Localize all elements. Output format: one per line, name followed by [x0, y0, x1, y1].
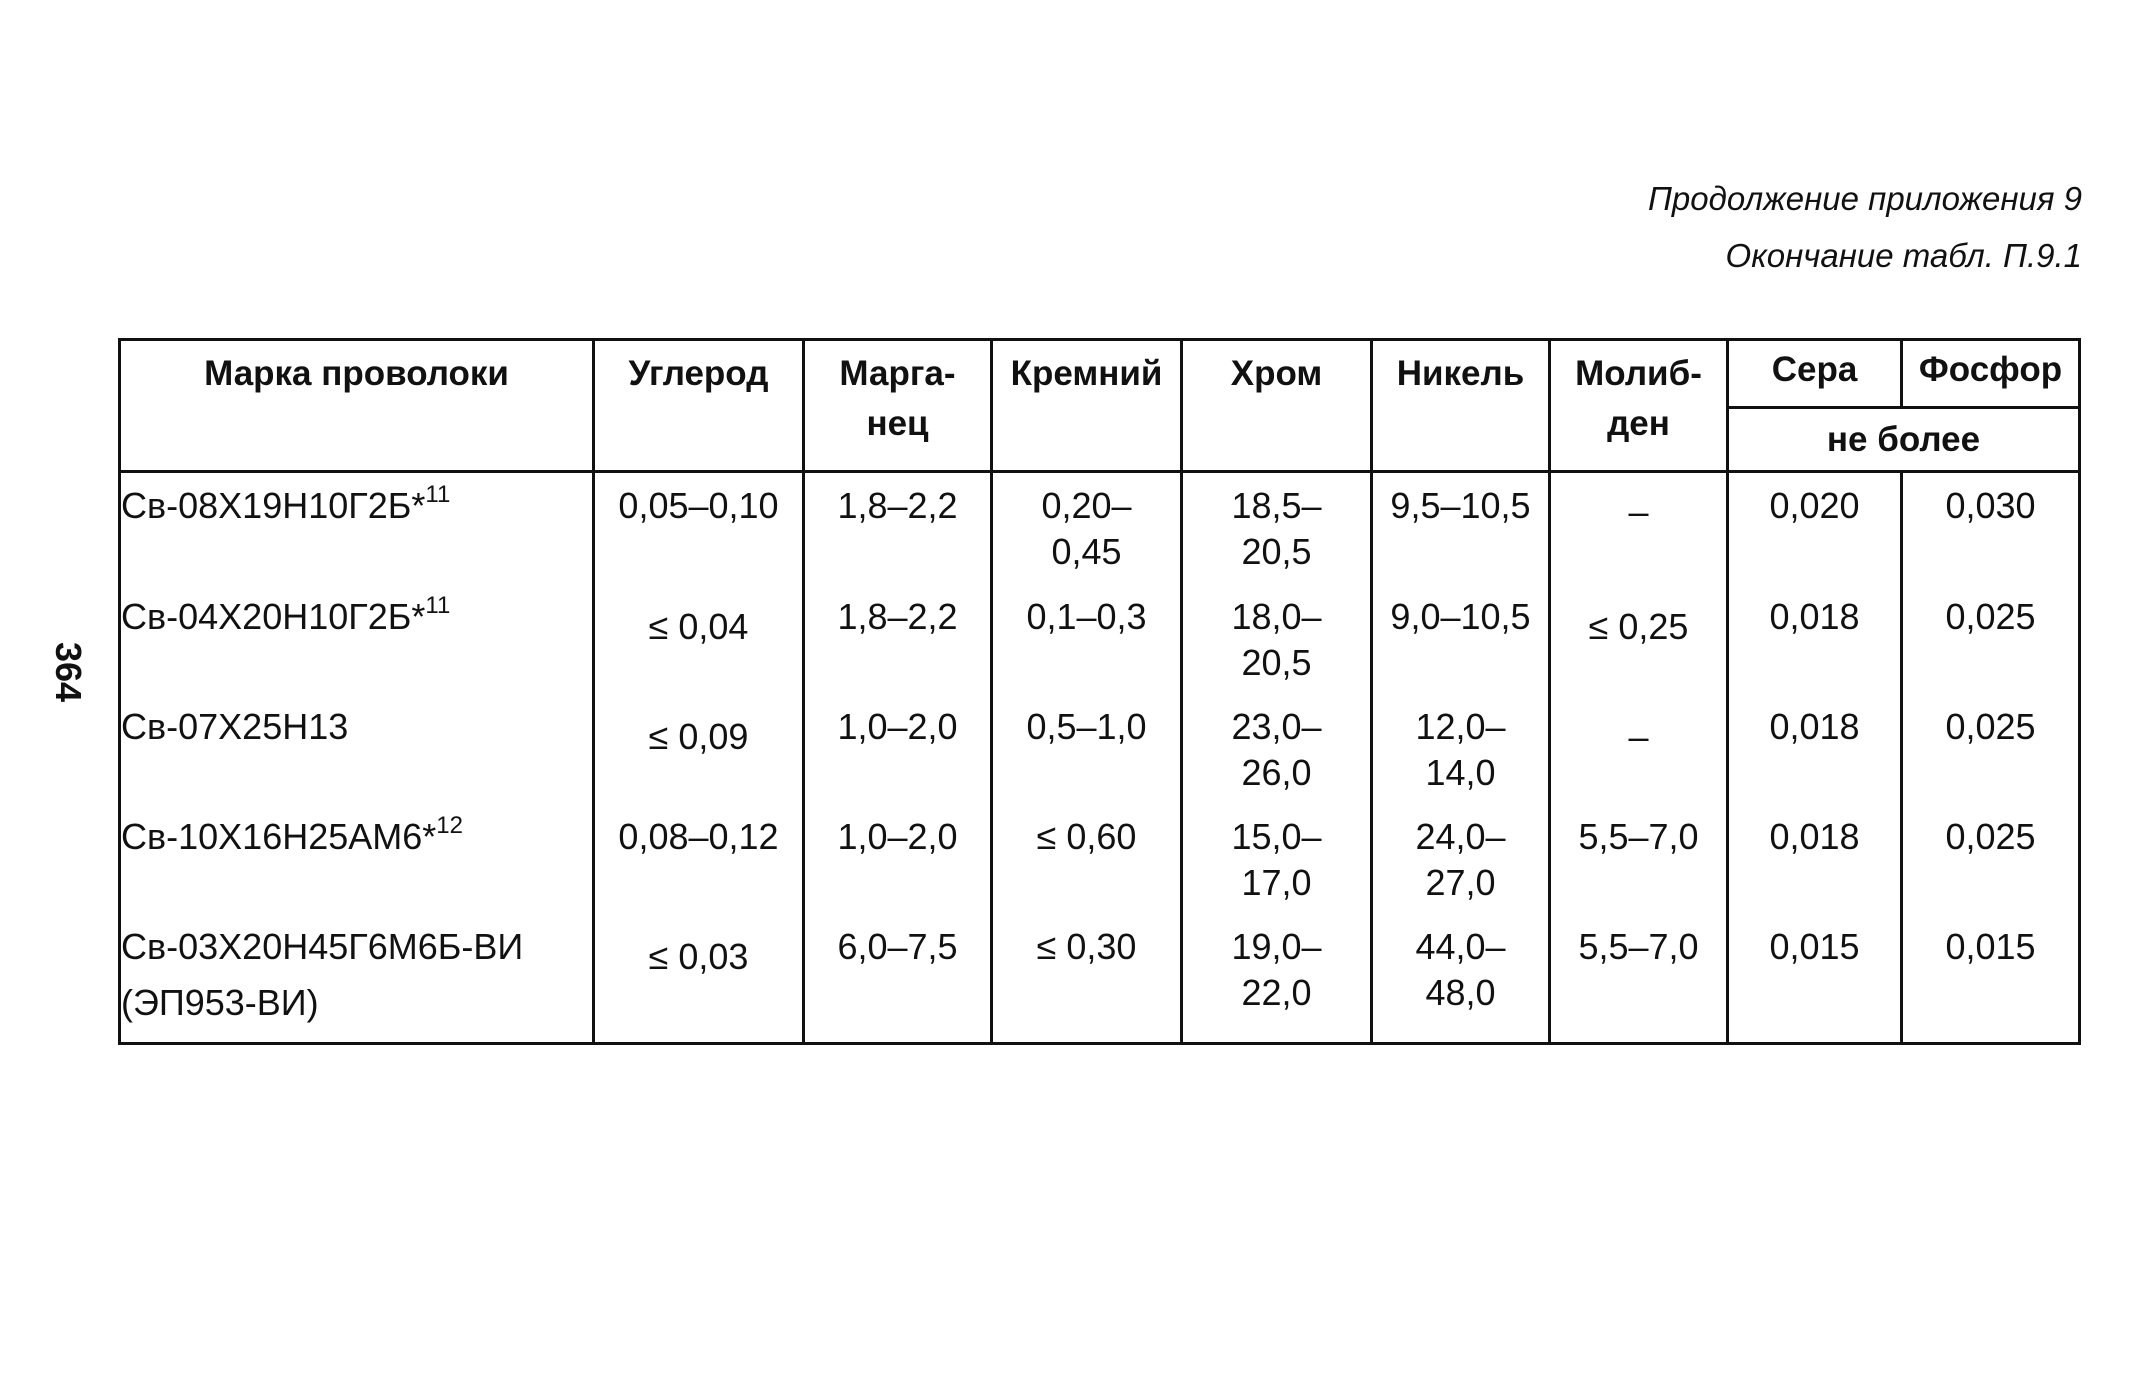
chromium-text: 18,0–20,5	[1231, 595, 1322, 683]
cell-molybdenum: ≤ 0,25	[1550, 588, 1728, 698]
header-phosphorus: Фосфор	[1902, 340, 2080, 408]
cell-phosphorus: 0,025	[1902, 808, 2080, 918]
cell-manganese: 1,0–2,0	[804, 808, 992, 918]
header-sulfur: Сера	[1728, 340, 1902, 408]
grade-alias-text: (ЭП953-ВИ)	[121, 981, 319, 1023]
cell-silicon: 0,5–1,0	[992, 698, 1182, 808]
page-number: 364	[48, 641, 89, 703]
silicon-text: 0,20–0,45	[1041, 485, 1132, 572]
cell-grade	[120, 698, 594, 808]
cell-molybdenum: 5,5–7,0	[1550, 808, 1728, 918]
cell-carbon: 0,08–0,12	[594, 808, 804, 918]
header-manganese-text: Марга-нец	[839, 354, 956, 443]
table-row	[120, 472, 2080, 588]
header-grade: Марка проволоки	[120, 340, 594, 472]
cell-chromium	[1182, 588, 1372, 698]
header-carbon: Углерод	[594, 340, 804, 472]
header-manganese	[804, 340, 992, 472]
cell-carbon: ≤ 0,04	[594, 588, 804, 698]
nickel-text: 24,0–27,0	[1415, 815, 1506, 903]
cell-phosphorus: 0,015	[1902, 918, 2080, 1044]
cell-phosphorus: 0,025	[1902, 698, 2080, 808]
cell-chromium	[1182, 698, 1372, 808]
cell-manganese: 1,8–2,2	[804, 588, 992, 698]
header-silicon: Кремний	[992, 340, 1182, 472]
chromium-text: 23,0–26,0	[1231, 705, 1322, 793]
cell-carbon: 0,05–0,10	[594, 472, 804, 588]
cell-sulfur: 0,020	[1728, 472, 1902, 588]
grade-text: Св-08Х19Н10Г2Б*	[121, 485, 426, 526]
footnote-ref: 11	[425, 591, 451, 619]
header-nickel: Никель	[1372, 340, 1550, 472]
cell-sulfur: 0,018	[1728, 588, 1902, 698]
cell-sulfur: 0,015	[1728, 918, 1902, 1044]
table-row	[120, 918, 2080, 1044]
cell-nickel	[1372, 698, 1550, 808]
header-molybdenum	[1550, 340, 1728, 472]
cell-nickel: 9,0–10,5	[1372, 588, 1550, 698]
appendix-continuation-caption: Продолжение приложения 9	[1647, 180, 2082, 217]
cell-manganese: 1,8–2,2	[804, 472, 992, 588]
cell-silicon: 0,1–0,3	[992, 588, 1182, 698]
header-molybdenum-text: Молиб-ден	[1575, 354, 1702, 443]
cell-manganese: 6,0–7,5	[804, 918, 992, 1044]
nickel-text: 12,0–14,0	[1415, 705, 1506, 793]
cell-carbon: ≤ 0,09	[594, 698, 804, 808]
table-end-caption: Окончание табл. П.9.1	[1725, 237, 2082, 274]
cell-manganese: 1,0–2,0	[804, 698, 992, 808]
grade-text: Св-04Х20Н10Г2Б*	[121, 595, 426, 637]
cell-phosphorus: 0,030	[1902, 472, 2080, 588]
chromium-text: 18,5–20,5	[1231, 485, 1322, 572]
footnote-ref: 11	[425, 481, 451, 508]
header-chromium: Хром	[1182, 340, 1372, 472]
cell-molybdenum: –	[1550, 472, 1728, 588]
chromium-text: 19,0–22,0	[1231, 925, 1322, 1013]
grade-text: Св-10Х16Н25АМ6*	[121, 815, 437, 857]
cell-sulfur: 0,018	[1728, 808, 1902, 918]
cell-molybdenum: 5,5–7,0	[1550, 918, 1728, 1044]
cell-nickel: 9,5–10,5	[1372, 472, 1550, 588]
table-row	[120, 588, 2080, 698]
cell-carbon: ≤ 0,03	[594, 918, 804, 1044]
cell-grade	[120, 918, 594, 1044]
cell-silicon: ≤ 0,30	[992, 918, 1182, 1044]
footnote-ref: 12	[436, 811, 463, 839]
wire-composition-table	[118, 338, 2081, 1045]
table-row	[120, 698, 2080, 808]
grade-text: Св-03Х20Н45Г6М6Б-ВИ	[121, 925, 524, 967]
cell-sulfur: 0,018	[1728, 698, 1902, 808]
chromium-text: 15,0–17,0	[1231, 815, 1322, 903]
cell-chromium	[1182, 472, 1372, 588]
header-not-more: не более	[1728, 408, 2080, 472]
cell-grade	[120, 472, 594, 588]
cell-molybdenum: –	[1550, 698, 1728, 808]
cell-nickel	[1372, 918, 1550, 1044]
cell-grade	[120, 588, 594, 698]
cell-silicon: ≤ 0,60	[992, 808, 1182, 918]
cell-phosphorus: 0,025	[1902, 588, 2080, 698]
cell-grade	[120, 808, 594, 918]
nickel-text: 44,0–48,0	[1415, 925, 1506, 1013]
cell-nickel	[1372, 808, 1550, 918]
grade-text: Св-07Х25Н13	[121, 705, 349, 747]
cell-chromium	[1182, 808, 1372, 918]
cell-silicon	[992, 472, 1182, 588]
cell-chromium	[1182, 918, 1372, 1044]
table-row	[120, 808, 2080, 918]
